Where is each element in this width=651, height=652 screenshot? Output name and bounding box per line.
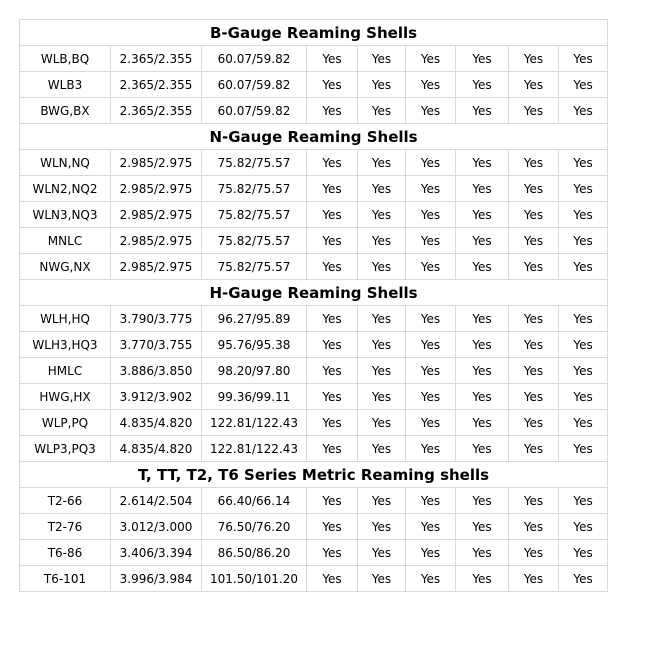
compat-cell: Yes xyxy=(307,98,358,124)
mm-size-cell: 60.07/59.82 xyxy=(202,98,307,124)
compat-cell: Yes xyxy=(509,514,559,540)
compat-cell: Yes xyxy=(559,150,608,176)
model-cell: WLH3,HQ3 xyxy=(20,332,111,358)
table-row xyxy=(20,46,608,72)
compat-cell: Yes xyxy=(456,98,509,124)
compat-cell: Yes xyxy=(406,540,456,566)
compat-cell: Yes xyxy=(358,540,406,566)
compat-cell: Yes xyxy=(307,514,358,540)
table-row xyxy=(20,514,608,540)
compat-cell: Yes xyxy=(509,46,559,72)
compat-cell: Yes xyxy=(307,306,358,332)
compat-cell: Yes xyxy=(358,202,406,228)
compat-cell: Yes xyxy=(509,566,559,592)
compat-cell: Yes xyxy=(358,228,406,254)
compat-cell: Yes xyxy=(406,514,456,540)
mm-size-cell: 122.81/122.43 xyxy=(202,436,307,462)
table-row xyxy=(20,436,608,462)
compat-cell: Yes xyxy=(358,410,406,436)
compat-cell: Yes xyxy=(456,436,509,462)
compat-cell: Yes xyxy=(358,46,406,72)
compat-cell: Yes xyxy=(406,72,456,98)
reaming-shells-sheet xyxy=(19,19,607,592)
compat-cell: Yes xyxy=(456,540,509,566)
inch-size-cell: 4.835/4.820 xyxy=(111,410,202,436)
mm-size-cell: 96.27/95.89 xyxy=(202,306,307,332)
compat-cell: Yes xyxy=(456,410,509,436)
compat-cell: Yes xyxy=(406,254,456,280)
model-cell: HWG,HX xyxy=(20,384,111,410)
compat-cell: Yes xyxy=(307,332,358,358)
section-title: N-Gauge Reaming Shells xyxy=(20,124,608,150)
compat-cell: Yes xyxy=(406,488,456,514)
mm-size-cell: 99.36/99.11 xyxy=(202,384,307,410)
compat-cell: Yes xyxy=(509,98,559,124)
mm-size-cell: 60.07/59.82 xyxy=(202,72,307,98)
inch-size-cell: 3.790/3.775 xyxy=(111,306,202,332)
table-row xyxy=(20,254,608,280)
inch-size-cell: 2.985/2.975 xyxy=(111,176,202,202)
compat-cell: Yes xyxy=(456,384,509,410)
table-row xyxy=(20,488,608,514)
compat-cell: Yes xyxy=(406,410,456,436)
mm-size-cell: 75.82/75.57 xyxy=(202,202,307,228)
compat-cell: Yes xyxy=(559,228,608,254)
table-row xyxy=(20,306,608,332)
model-cell: WLN2,NQ2 xyxy=(20,176,111,202)
inch-size-cell: 3.770/3.755 xyxy=(111,332,202,358)
mm-size-cell: 101.50/101.20 xyxy=(202,566,307,592)
inch-size-cell: 2.365/2.355 xyxy=(111,46,202,72)
table-row xyxy=(20,150,608,176)
model-cell: T2-76 xyxy=(20,514,111,540)
compat-cell: Yes xyxy=(358,436,406,462)
compat-cell: Yes xyxy=(358,150,406,176)
table-row xyxy=(20,384,608,410)
compat-cell: Yes xyxy=(307,488,358,514)
section-title: H-Gauge Reaming Shells xyxy=(20,280,608,306)
compat-cell: Yes xyxy=(307,72,358,98)
compat-cell: Yes xyxy=(307,566,358,592)
compat-cell: Yes xyxy=(559,566,608,592)
compat-cell: Yes xyxy=(307,384,358,410)
compat-cell: Yes xyxy=(559,46,608,72)
compat-cell: Yes xyxy=(358,176,406,202)
inch-size-cell: 2.614/2.504 xyxy=(111,488,202,514)
compat-cell: Yes xyxy=(456,46,509,72)
section-header-row xyxy=(20,124,608,150)
compat-cell: Yes xyxy=(509,254,559,280)
compat-cell: Yes xyxy=(509,332,559,358)
compat-cell: Yes xyxy=(307,150,358,176)
compat-cell: Yes xyxy=(456,566,509,592)
mm-size-cell: 76.50/76.20 xyxy=(202,514,307,540)
compat-cell: Yes xyxy=(559,358,608,384)
mm-size-cell: 75.82/75.57 xyxy=(202,176,307,202)
table-row xyxy=(20,410,608,436)
compat-cell: Yes xyxy=(509,488,559,514)
section-header-row xyxy=(20,462,608,488)
compat-cell: Yes xyxy=(307,228,358,254)
mm-size-cell: 66.40/66.14 xyxy=(202,488,307,514)
model-cell: BWG,BX xyxy=(20,98,111,124)
model-cell: HMLC xyxy=(20,358,111,384)
model-cell: MNLC xyxy=(20,228,111,254)
inch-size-cell: 3.406/3.394 xyxy=(111,540,202,566)
compat-cell: Yes xyxy=(509,202,559,228)
inch-size-cell: 2.365/2.355 xyxy=(111,98,202,124)
compat-cell: Yes xyxy=(406,202,456,228)
model-cell: WLN,NQ xyxy=(20,150,111,176)
inch-size-cell: 3.996/3.984 xyxy=(111,566,202,592)
compat-cell: Yes xyxy=(307,46,358,72)
compat-cell: Yes xyxy=(559,202,608,228)
compat-cell: Yes xyxy=(559,436,608,462)
section-title: B-Gauge Reaming Shells xyxy=(20,20,608,46)
compat-cell: Yes xyxy=(406,306,456,332)
model-cell: T6-86 xyxy=(20,540,111,566)
compat-cell: Yes xyxy=(559,514,608,540)
compat-cell: Yes xyxy=(406,332,456,358)
inch-size-cell: 2.985/2.975 xyxy=(111,228,202,254)
mm-size-cell: 122.81/122.43 xyxy=(202,410,307,436)
inch-size-cell: 3.912/3.902 xyxy=(111,384,202,410)
compat-cell: Yes xyxy=(307,202,358,228)
compat-cell: Yes xyxy=(307,436,358,462)
mm-size-cell: 95.76/95.38 xyxy=(202,332,307,358)
compat-cell: Yes xyxy=(406,436,456,462)
model-cell: WLB3 xyxy=(20,72,111,98)
compat-cell: Yes xyxy=(559,98,608,124)
compat-cell: Yes xyxy=(456,332,509,358)
compat-cell: Yes xyxy=(307,254,358,280)
compat-cell: Yes xyxy=(559,540,608,566)
section-header-row xyxy=(20,20,608,46)
compat-cell: Yes xyxy=(358,514,406,540)
compat-cell: Yes xyxy=(456,254,509,280)
compat-cell: Yes xyxy=(358,488,406,514)
compat-cell: Yes xyxy=(358,332,406,358)
compat-cell: Yes xyxy=(509,306,559,332)
compat-cell: Yes xyxy=(559,72,608,98)
compat-cell: Yes xyxy=(358,72,406,98)
compat-cell: Yes xyxy=(559,254,608,280)
compat-cell: Yes xyxy=(509,358,559,384)
compat-cell: Yes xyxy=(406,46,456,72)
table-row xyxy=(20,358,608,384)
compat-cell: Yes xyxy=(307,358,358,384)
model-cell: NWG,NX xyxy=(20,254,111,280)
section-header-row xyxy=(20,280,608,306)
model-cell: T6-101 xyxy=(20,566,111,592)
inch-size-cell: 2.985/2.975 xyxy=(111,202,202,228)
mm-size-cell: 60.07/59.82 xyxy=(202,46,307,72)
model-cell: T2-66 xyxy=(20,488,111,514)
compat-cell: Yes xyxy=(456,150,509,176)
compat-cell: Yes xyxy=(307,410,358,436)
compat-cell: Yes xyxy=(358,306,406,332)
compat-cell: Yes xyxy=(559,384,608,410)
table-row xyxy=(20,98,608,124)
table-row xyxy=(20,228,608,254)
inch-size-cell: 2.985/2.975 xyxy=(111,150,202,176)
compat-cell: Yes xyxy=(559,306,608,332)
mm-size-cell: 86.50/86.20 xyxy=(202,540,307,566)
model-cell: WLH,HQ xyxy=(20,306,111,332)
mm-size-cell: 75.82/75.57 xyxy=(202,228,307,254)
mm-size-cell: 75.82/75.57 xyxy=(202,254,307,280)
table-row xyxy=(20,176,608,202)
inch-size-cell: 2.365/2.355 xyxy=(111,72,202,98)
table-row xyxy=(20,332,608,358)
compat-cell: Yes xyxy=(509,436,559,462)
compat-cell: Yes xyxy=(456,488,509,514)
compat-cell: Yes xyxy=(509,410,559,436)
compat-cell: Yes xyxy=(358,98,406,124)
compat-cell: Yes xyxy=(509,150,559,176)
compat-cell: Yes xyxy=(509,384,559,410)
compat-cell: Yes xyxy=(406,566,456,592)
reaming-shells-table xyxy=(19,19,608,592)
compat-cell: Yes xyxy=(509,228,559,254)
compat-cell: Yes xyxy=(456,202,509,228)
table-row xyxy=(20,566,608,592)
compat-cell: Yes xyxy=(307,176,358,202)
compat-cell: Yes xyxy=(456,358,509,384)
mm-size-cell: 98.20/97.80 xyxy=(202,358,307,384)
compat-cell: Yes xyxy=(559,488,608,514)
compat-cell: Yes xyxy=(358,566,406,592)
model-cell: WLP3,PQ3 xyxy=(20,436,111,462)
table-row xyxy=(20,202,608,228)
compat-cell: Yes xyxy=(406,384,456,410)
compat-cell: Yes xyxy=(509,540,559,566)
table-row xyxy=(20,72,608,98)
section-title: T, TT, T2, T6 Series Metric Reaming shells xyxy=(20,462,608,488)
compat-cell: Yes xyxy=(456,228,509,254)
model-cell: WLB,BQ xyxy=(20,46,111,72)
compat-cell: Yes xyxy=(456,176,509,202)
compat-cell: Yes xyxy=(358,358,406,384)
compat-cell: Yes xyxy=(559,410,608,436)
compat-cell: Yes xyxy=(358,384,406,410)
compat-cell: Yes xyxy=(509,176,559,202)
inch-size-cell: 2.985/2.975 xyxy=(111,254,202,280)
inch-size-cell: 3.886/3.850 xyxy=(111,358,202,384)
compat-cell: Yes xyxy=(559,176,608,202)
model-cell: WLP,PQ xyxy=(20,410,111,436)
compat-cell: Yes xyxy=(559,332,608,358)
compat-cell: Yes xyxy=(406,358,456,384)
compat-cell: Yes xyxy=(406,98,456,124)
compat-cell: Yes xyxy=(406,228,456,254)
mm-size-cell: 75.82/75.57 xyxy=(202,150,307,176)
inch-size-cell: 4.835/4.820 xyxy=(111,436,202,462)
compat-cell: Yes xyxy=(307,540,358,566)
compat-cell: Yes xyxy=(456,306,509,332)
inch-size-cell: 3.012/3.000 xyxy=(111,514,202,540)
table-row xyxy=(20,540,608,566)
compat-cell: Yes xyxy=(406,176,456,202)
model-cell: WLN3,NQ3 xyxy=(20,202,111,228)
compat-cell: Yes xyxy=(456,72,509,98)
compat-cell: Yes xyxy=(358,254,406,280)
compat-cell: Yes xyxy=(456,514,509,540)
compat-cell: Yes xyxy=(406,150,456,176)
compat-cell: Yes xyxy=(509,72,559,98)
